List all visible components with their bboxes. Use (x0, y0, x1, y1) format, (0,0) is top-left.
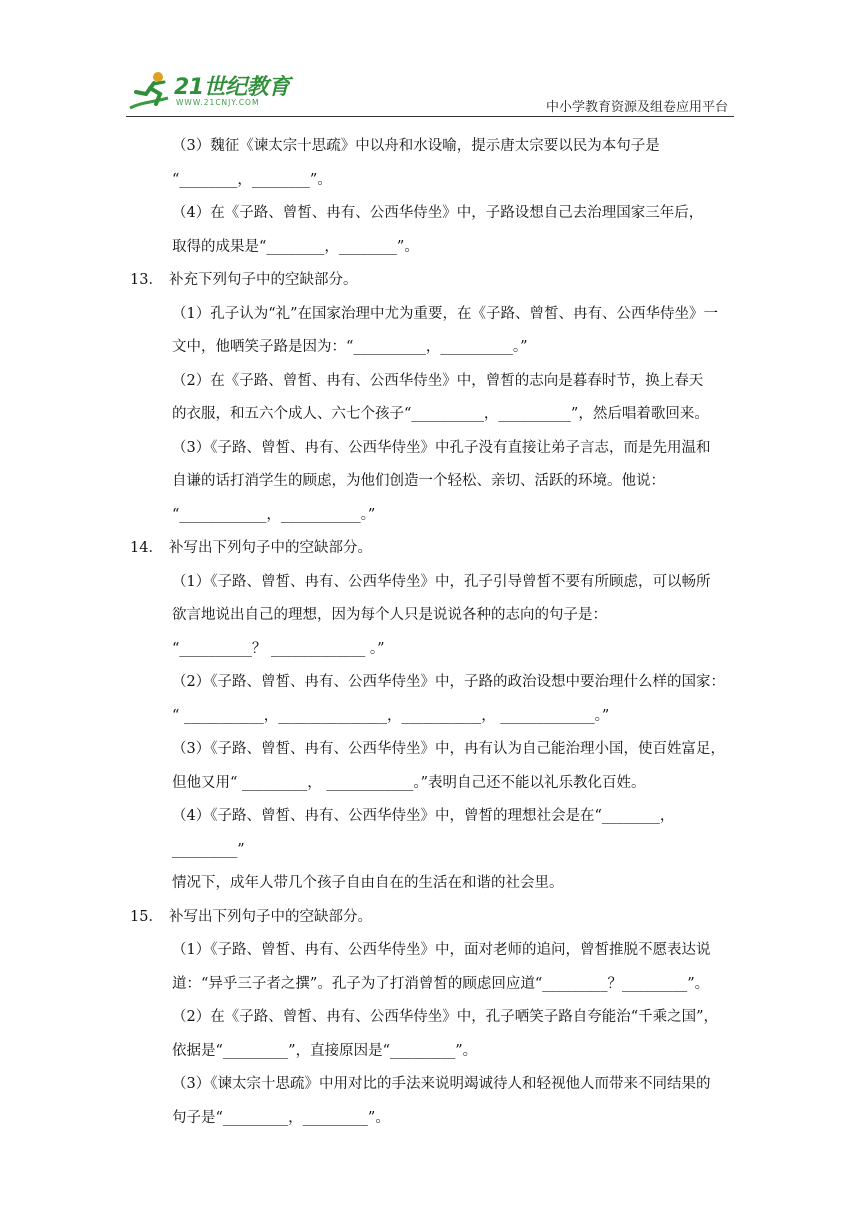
question-line: 但他又用“ _________， ____________。”表明自己还不能以礼乐教化百姓。 (172, 774, 646, 791)
question-line: “________，________”。 (172, 171, 332, 188)
question-title (130, 264, 734, 298)
question-line: 欲言地说出自己的理想，因为每个人只是说说各种的志向的句子是： (172, 607, 607, 623)
question-line: 自谦的话打消学生的顾虑，为他们创造一个轻松、亲切、活跃的环境。他说： (172, 473, 665, 489)
question-number: 13． (130, 272, 163, 288)
question-line: 道：“异乎三子者之撰”。孔子为了打消曾皙的顾虑回应道“_________？_________”。 (172, 975, 710, 992)
question-line: （1）孔子认为“礼”在国家治理中尤为重要，在《子路、曾皙、冉有、公西华侍坐》一 (172, 305, 719, 322)
question-number: 14． (130, 540, 163, 556)
question-line: （2）在《子路、曾皙、冉有、公西华侍坐》中，孔子哂笑子路自夸能治“千乘之国”， (172, 1009, 719, 1025)
question-line: 句子是“_________，_________”。 (172, 1109, 390, 1126)
question-line: “__________？ _____________ 。” (172, 640, 385, 657)
question-line: 依据是“_________”，直接原因是“_________”。 (172, 1042, 478, 1059)
question-title (130, 532, 734, 566)
question-line: “____________，___________。” (172, 506, 376, 523)
question-line: （1）《子路、曾皙、冉有、公西华侍坐》中，孔子引导曾皙不要有所顾虑，可以畅所 (172, 573, 711, 590)
question-content (130, 130, 734, 1135)
platform-name: 中小学教育资源及组卷应用平台 (545, 100, 728, 115)
runner-logo-icon (124, 68, 176, 114)
logo (124, 68, 294, 114)
question-title-text: 补写出下列句子中的空缺部分。 (168, 540, 372, 556)
question-title (130, 901, 734, 935)
question-line: （3）《子路、曾皙、冉有、公西华侍坐》中，冉有认为自己能治理小国，使百姓富足， (172, 741, 725, 757)
question-line: （4）《子路、曾皙、冉有、公西华侍坐》中，曾皙的理想社会是在“________，_________” (172, 808, 675, 858)
question-line: （2）在《子路、曾皙、冉有、公西华侍坐》中，曾皙的志向是暮春时节，换上春天 (172, 372, 704, 389)
logo-text: 21世纪教育 (174, 75, 290, 100)
question-line: 情况下，成年人带几个孩子自由自在的生活在和谐的社会里。 (172, 875, 564, 891)
question-line: “ ___________，_______________，___________， _____________。” (172, 707, 610, 724)
question-line: （2）《子路、曾皙、冉有、公西华侍坐》中，子路的政治设想中要治理什么样的国家： (172, 674, 725, 690)
logo-subtext: WWW.21CNJY.COM (176, 98, 260, 107)
header-divider (126, 116, 734, 117)
question-line: （1）《子路、曾皙、冉有、公西华侍坐》中，面对老师的追问，曾皙推脱不愿表达说 (172, 942, 711, 958)
question-line: （4）在《子路、曾皙、冉有、公西华侍坐》中，子路设想自己去治理国家三年后， (172, 205, 704, 221)
page-header (0, 0, 860, 120)
question-number: 15． (130, 908, 163, 925)
question-line: 的衣服，和五六个成人、六七个孩子“__________，__________”，然后唱着歌回来。 (172, 406, 709, 422)
question-title-text: 补充下列句子中的空缺部分。 (168, 272, 358, 288)
question-line: （3）《子路、曾皙、冉有、公西华侍坐》中孔子没有直接让弟子言志，而是先用温和 (172, 439, 711, 456)
question-line: 文中，他哂笑子路是因为：“__________，__________。” (172, 339, 528, 355)
question-title-text: 补写出下列句子中的空缺部分。 (168, 908, 372, 925)
question-line: （3）《谏太宗十思疏》中用对比的手法来说明竭诚待人和轻视他人而带来不同结果的 (172, 1076, 711, 1092)
question-line: 取得的成果是“________，________”。 (172, 238, 419, 255)
question-line: （3）魏征《谏太宗十思疏》中以舟和水设喻，提示唐太宗要以民为本句子是 (172, 138, 660, 154)
